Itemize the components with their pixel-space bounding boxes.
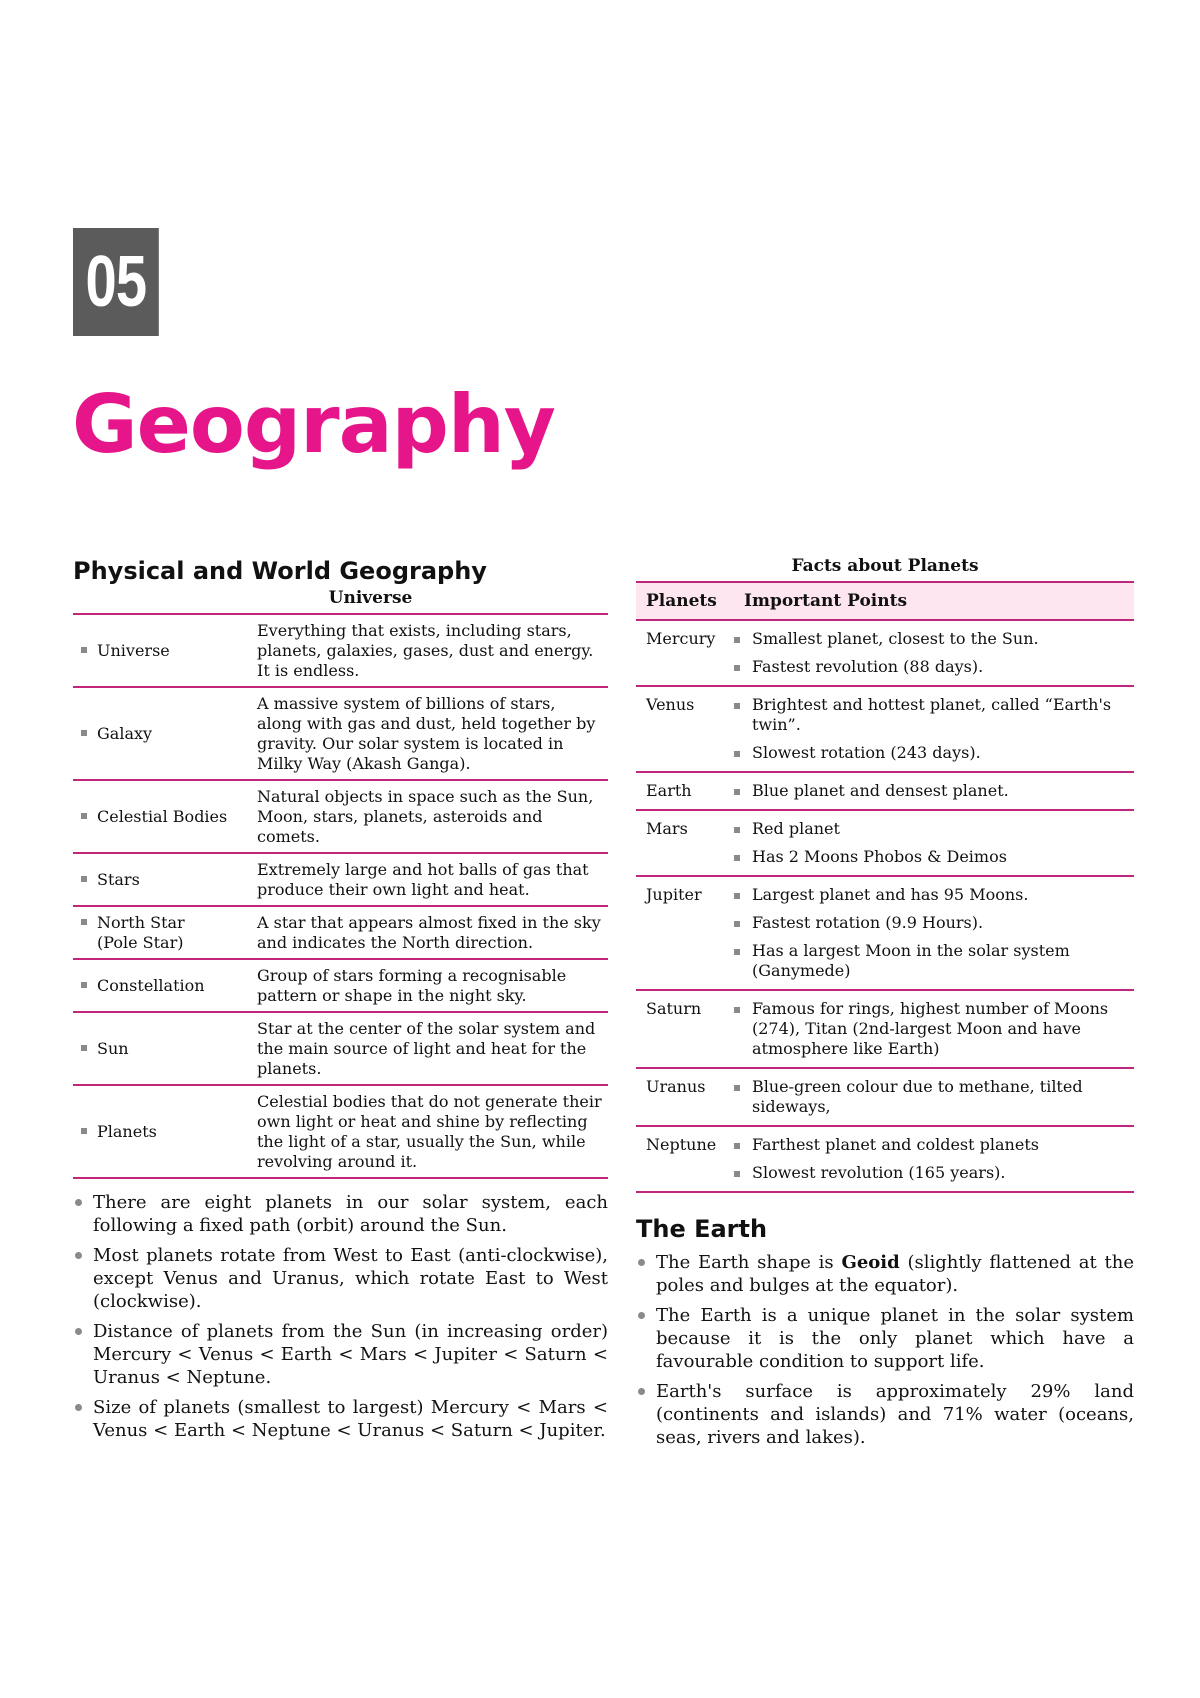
table-row (636, 772, 1134, 810)
planet-points-cell (734, 772, 1134, 810)
term-label: Stars (97, 870, 140, 889)
point-text: Fastest rotation (9.9 Hours). (752, 913, 984, 932)
square-bullet-icon (81, 1128, 87, 1134)
square-bullet-icon (734, 703, 740, 709)
header-important-points: Important Points (734, 582, 1134, 620)
square-bullet-icon (734, 1085, 740, 1091)
definition-cell: A massive system of billions of stars, along with gas and dust, held together by gravity. Our solar system is located in Milky Way (Akash Ganga). (251, 687, 608, 780)
square-bullet-icon (734, 827, 740, 833)
square-bullet-icon (81, 1045, 87, 1051)
planet-points-list (734, 695, 1134, 763)
planet-name: Mars (636, 810, 734, 876)
planet-points-cell (734, 1126, 1134, 1192)
planet-points-cell (734, 620, 1134, 686)
square-bullet-icon (734, 789, 740, 795)
table-row (636, 810, 1134, 876)
list-item (734, 695, 1134, 735)
list-item (734, 999, 1134, 1059)
point-text: Brightest and hottest planet, called “Earth's twin”. (752, 695, 1112, 734)
square-bullet-icon (734, 893, 740, 899)
bullet-icon (638, 1312, 645, 1319)
universe-table-caption: Universe (328, 588, 413, 608)
list-item (734, 913, 1134, 933)
table-row (73, 959, 608, 1012)
fact-text: Distance of planets from the Sun (in increasing order) Mercury < Venus < Earth < Mars < Jupiter < Saturn < Uranus < Neptune. (93, 1321, 608, 1388)
term-label: North Star (Pole Star) (97, 913, 185, 952)
planet-name: Mercury (636, 620, 734, 686)
right-column (636, 555, 1134, 1456)
list-item (734, 819, 1134, 839)
planet-points-list (734, 1077, 1134, 1117)
earth-section-title: The Earth (636, 1215, 768, 1243)
table-row (636, 620, 1134, 686)
list-item (636, 1380, 1134, 1449)
list-item (734, 743, 1134, 763)
point-text: Largest planet and has 95 Moons. (752, 885, 1029, 904)
planet-points-list (734, 885, 1134, 981)
square-bullet-icon (81, 876, 87, 882)
term-cell (73, 959, 251, 1012)
earth-fact-text: The Earth shape is (656, 1252, 842, 1273)
left-column (73, 555, 608, 1449)
planet-name: Saturn (636, 990, 734, 1068)
table-row (73, 853, 608, 906)
list-item (73, 1396, 608, 1442)
table-row (636, 876, 1134, 990)
list-item (73, 1191, 608, 1237)
point-text: Has 2 Moons Phobos & Deimos (752, 847, 1007, 866)
planets-table-caption: Facts about Planets (791, 556, 979, 576)
term-cell (73, 853, 251, 906)
point-text: Slowest rotation (243 days). (752, 743, 981, 762)
list-item (734, 657, 1134, 677)
point-text: Slowest revolution (165 years). (752, 1163, 1006, 1182)
earth-facts-list (636, 1251, 1134, 1449)
square-bullet-icon (734, 855, 740, 861)
point-text: Has a largest Moon in the solar system (Ganymede) (752, 941, 1070, 980)
list-item (636, 1251, 1134, 1297)
bullet-icon (638, 1259, 645, 1266)
definition-cell: Everything that exists, including stars, planets, galaxies, gases, dust and energy. It is endless. (251, 614, 608, 687)
planet-name: Venus (636, 686, 734, 772)
fact-text: There are eight planets in our solar system, each following a fixed path (orbit) around the Sun. (93, 1192, 608, 1236)
earth-fact-text: The Earth is a unique planet in the solar system because it is the only planet which have a favourable condition to support life. (656, 1305, 1134, 1372)
bullet-icon (75, 1404, 82, 1411)
point-text: Blue-green colour due to methane, tilted sideways, (752, 1077, 1083, 1116)
earth-fact-text: Earth's surface is approximately 29% land (continents and islands) and 71% water (oceans, seas, rivers and lakes). (656, 1381, 1134, 1448)
chapter-number-badge (73, 228, 159, 336)
bullet-icon (75, 1199, 82, 1206)
table-row (636, 686, 1134, 772)
term-cell (73, 687, 251, 780)
point-text: Smallest planet, closest to the Sun. (752, 629, 1039, 648)
definition-cell: Celestial bodies that do not generate their own light or heat and shine by reflecting the light of a star, usually the Sun, while revolving around it. (251, 1085, 608, 1178)
list-item (734, 1135, 1134, 1155)
table-row (636, 1126, 1134, 1192)
list-item (734, 885, 1134, 905)
planet-points-list (734, 1135, 1134, 1183)
point-text: Blue planet and densest planet. (752, 781, 1009, 800)
planet-points-cell (734, 876, 1134, 990)
list-item (734, 781, 1134, 801)
chapter-title: Geography (72, 378, 555, 471)
table-row (73, 687, 608, 780)
list-item (734, 941, 1134, 981)
definition-cell: Natural objects in space such as the Sun, Moon, stars, planets, asteroids and comets. (251, 780, 608, 853)
planet-points-cell (734, 990, 1134, 1068)
bullet-icon (75, 1328, 82, 1335)
section-title: Physical and World Geography (73, 557, 487, 585)
bullet-icon (75, 1252, 82, 1259)
square-bullet-icon (734, 751, 740, 757)
planet-name: Earth (636, 772, 734, 810)
fact-text: Most planets rotate from West to East (anti-clockwise), except Venus and Uranus, which rotate East to West (clockwise). (93, 1245, 608, 1312)
planet-facts-list (73, 1191, 608, 1442)
square-bullet-icon (81, 647, 87, 653)
planet-name: Neptune (636, 1126, 734, 1192)
table-row (636, 1068, 1134, 1126)
definition-cell: Extremely large and hot balls of gas that produce their own light and heat. (251, 853, 608, 906)
fact-text: Size of planets (smallest to largest) Mercury < Mars < Venus < Earth < Neptune < Uranus < Saturn < Jupiter. (93, 1397, 608, 1441)
square-bullet-icon (734, 665, 740, 671)
term-cell (73, 1012, 251, 1085)
planet-name: Jupiter (636, 876, 734, 990)
planet-points-cell (734, 686, 1134, 772)
planets-table-header (636, 582, 1134, 620)
planet-points-list (734, 781, 1134, 801)
table-row (73, 780, 608, 853)
point-text: Famous for rings, highest number of Moons (274), Titan (2nd-largest Moon and have atmosphere like Earth) (752, 999, 1109, 1058)
planet-points-list (734, 629, 1134, 677)
definition-cell: Star at the center of the solar system and the main source of light and heat for the planets. (251, 1012, 608, 1085)
square-bullet-icon (81, 730, 87, 736)
term-label: Universe (97, 641, 170, 660)
planets-table (636, 581, 1134, 1193)
table-row (73, 1012, 608, 1085)
definition-cell: A star that appears almost fixed in the sky and indicates the North direction. (251, 906, 608, 959)
geoid-term: Geoid (841, 1252, 900, 1273)
bullet-icon (638, 1388, 645, 1395)
square-bullet-icon (734, 949, 740, 955)
point-text: Red planet (752, 819, 840, 838)
square-bullet-icon (81, 982, 87, 988)
header-planets: Planets (636, 582, 734, 620)
square-bullet-icon (734, 1143, 740, 1149)
planet-points-cell (734, 1068, 1134, 1126)
square-bullet-icon (734, 921, 740, 927)
list-item (734, 629, 1134, 649)
planet-name: Uranus (636, 1068, 734, 1126)
list-item (734, 847, 1134, 867)
square-bullet-icon (734, 1171, 740, 1177)
term-label: Celestial Bodies (97, 807, 228, 826)
term-cell (73, 780, 251, 853)
term-cell (73, 1085, 251, 1178)
term-label: Planets (97, 1122, 157, 1141)
list-item (734, 1077, 1134, 1117)
point-text: Farthest planet and coldest planets (752, 1135, 1039, 1154)
square-bullet-icon (81, 813, 87, 819)
list-item (73, 1244, 608, 1313)
universe-table (73, 613, 608, 1179)
point-text: Fastest revolution (88 days). (752, 657, 984, 676)
table-row (73, 906, 608, 959)
planet-points-list (734, 819, 1134, 867)
planet-points-list (734, 999, 1134, 1059)
term-label: Sun (97, 1039, 129, 1058)
planet-points-cell (734, 810, 1134, 876)
list-item (636, 1304, 1134, 1373)
term-cell (73, 906, 251, 959)
list-item (734, 1163, 1134, 1183)
term-label: Constellation (97, 976, 205, 995)
chapter-number: 05 (85, 242, 147, 322)
square-bullet-icon (81, 919, 87, 925)
square-bullet-icon (734, 637, 740, 643)
list-item (73, 1320, 608, 1389)
earth-fact-text: (slightly flattened at the poles and bulges at the equator). (656, 1252, 1134, 1296)
term-label: Galaxy (97, 724, 153, 743)
term-cell (73, 614, 251, 687)
table-row (636, 990, 1134, 1068)
table-row (73, 1085, 608, 1178)
table-row (73, 614, 608, 687)
square-bullet-icon (734, 1007, 740, 1013)
definition-cell: Group of stars forming a recognisable pattern or shape in the night sky. (251, 959, 608, 1012)
